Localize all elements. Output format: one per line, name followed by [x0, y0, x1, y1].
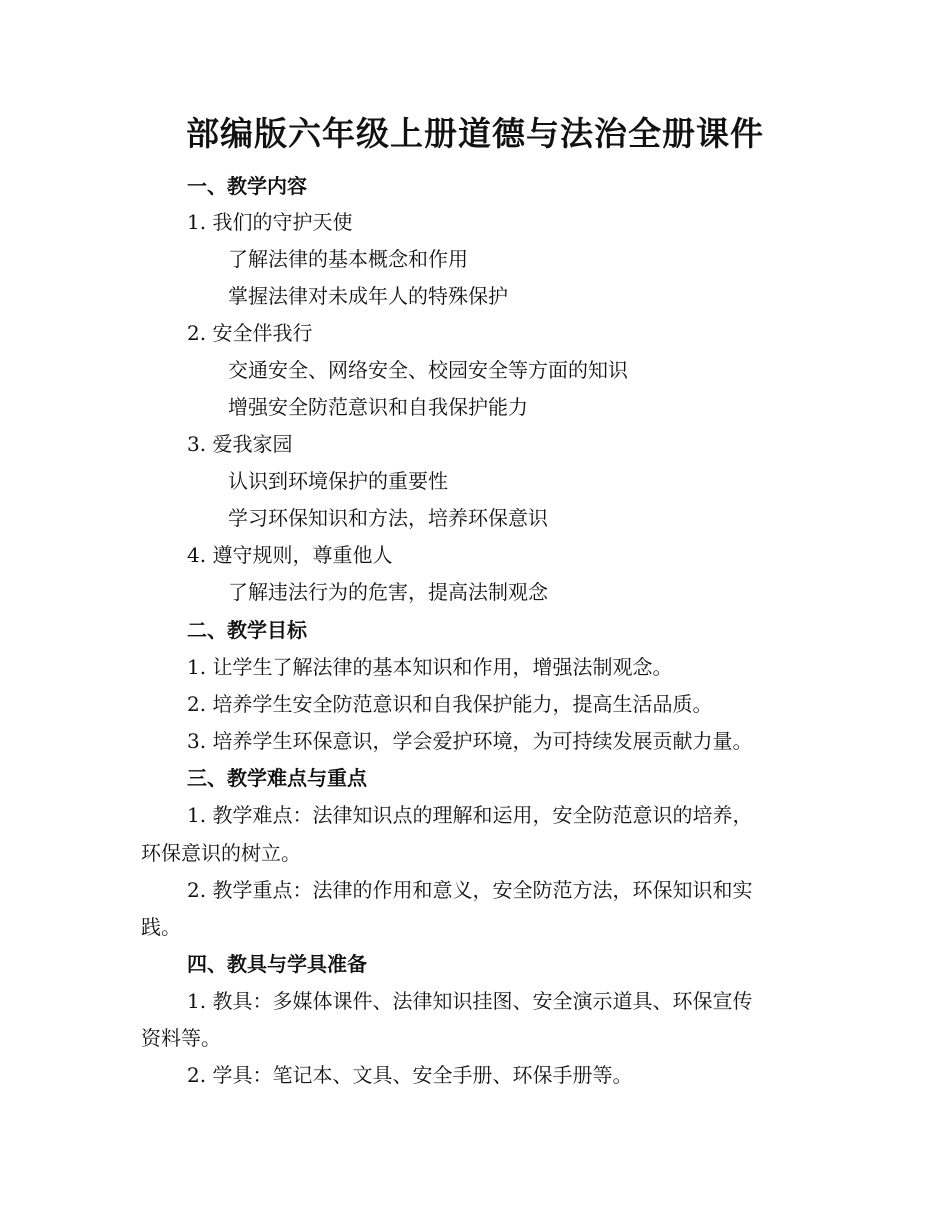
tools-item: 2. 学具：笔记本、文具、安全手册、环保手册等。 [187, 1063, 633, 1087]
content-item-1: 1. 我们的守护天使 [187, 210, 353, 234]
tools-item: 1. 教具：多媒体课件、法律知识挂图、安全演示道具、环保宣传 [187, 989, 753, 1013]
difficulty-item: 2. 教学重点：法律的作用和意义，安全防范方法，环保知识和实 [187, 878, 753, 902]
section-heading-difficulty: 三、教学难点与重点 [187, 766, 367, 790]
difficulty-item-continued: 环保意识的树立。 [141, 841, 301, 865]
content-point: 交通安全、网络安全、校园安全等方面的知识 [228, 358, 628, 382]
content-item-4: 4. 遵守规则，尊重他人 [187, 543, 393, 567]
section-heading-content: 一、教学内容 [187, 174, 307, 198]
goal-item: 3. 培养学生环保意识，学会爱护环境，为可持续发展贡献力量。 [187, 729, 753, 753]
content-point: 学习环保知识和方法，培养环保意识 [228, 506, 548, 530]
difficulty-item-continued: 践。 [141, 915, 181, 939]
document-title: 部编版六年级上册道德与法治全册课件 [186, 114, 764, 153]
content-item-3: 3. 爱我家园 [187, 432, 293, 456]
content-point: 了解法律的基本概念和作用 [228, 247, 468, 271]
goal-item: 1. 让学生了解法律的基本知识和作用，增强法制观念。 [187, 655, 673, 679]
section-heading-goals: 二、教学目标 [187, 618, 307, 642]
section-heading-tools: 四、教具与学具准备 [187, 952, 367, 976]
content-point: 增强安全防范意识和自我保护能力 [228, 395, 528, 419]
tools-item-continued: 资料等。 [141, 1026, 221, 1050]
goal-item: 2. 培养学生安全防范意识和自我保护能力，提高生活品质。 [187, 692, 713, 716]
content-item-2: 2. 安全伴我行 [187, 321, 313, 345]
difficulty-item: 1. 教学难点：法律知识点的理解和运用，安全防范意识的培养， [187, 803, 753, 827]
content-point: 认识到环境保护的重要性 [228, 469, 448, 493]
content-point: 掌握法律对未成年人的特殊保护 [228, 284, 508, 308]
content-point: 了解违法行为的危害，提高法制观念 [228, 580, 548, 604]
